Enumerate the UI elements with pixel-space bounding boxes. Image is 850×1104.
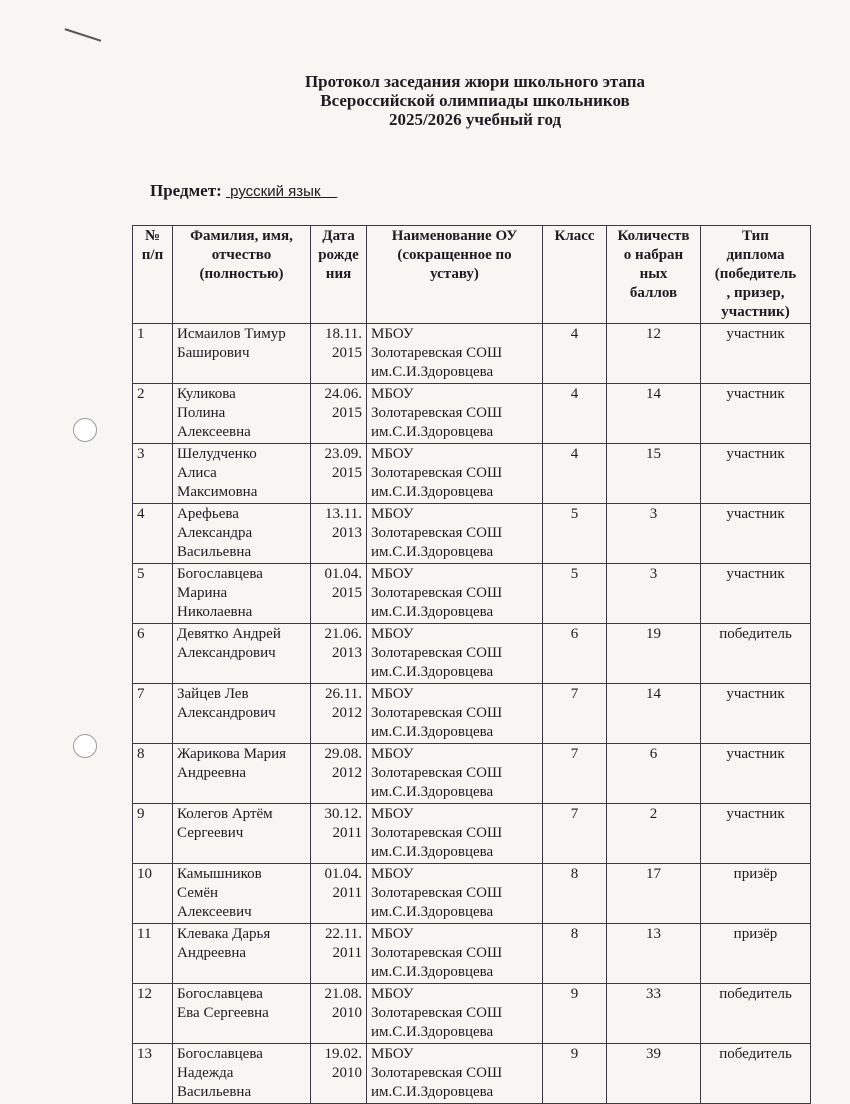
student-name-cell: Клевака Дарья Андреевна (173, 924, 311, 984)
birth-date-cell: 18.11. 2015 (311, 324, 367, 384)
score-cell: 15 (607, 444, 701, 504)
score-cell: 14 (607, 384, 701, 444)
score-cell: 2 (607, 804, 701, 864)
student-name-cell: Девятко Андрей Александрович (173, 624, 311, 684)
school-name-cell: МБОУ Золотаревская СОШ им.С.И.Здоровцева (367, 684, 543, 744)
table-row (133, 1044, 811, 1104)
grade-cell: 7 (543, 684, 607, 744)
diploma-type-cell: участник (701, 684, 811, 744)
school-name-cell: МБОУ Золотаревская СОШ им.С.И.Здоровцева (367, 384, 543, 444)
punch-hole (73, 418, 97, 442)
row-number-cell: 3 (133, 444, 173, 504)
title-line: Протокол заседания жюри школьного этапа (304, 72, 646, 91)
score-cell: 33 (607, 984, 701, 1044)
student-name-cell: Колегов Артём Сергеевич (173, 804, 311, 864)
school-name-cell: МБОУ Золотаревская СОШ им.С.И.Здоровцева (367, 804, 543, 864)
table-row (133, 444, 811, 504)
birth-date-cell: 13.11. 2013 (311, 504, 367, 564)
document-title (0, 72, 850, 129)
col-number-header: № п/п (133, 226, 173, 324)
student-name-cell: Зайцев Лев Александрович (173, 684, 311, 744)
student-name-cell: Камышников Семён Алексеевич (173, 864, 311, 924)
school-name-cell: МБОУ Золотаревская СОШ им.С.И.Здоровцева (367, 624, 543, 684)
grade-cell: 7 (543, 744, 607, 804)
grade-cell: 4 (543, 444, 607, 504)
row-number-cell: 6 (133, 624, 173, 684)
col-full-name-header: Фамилия, имя, отчество (полностью) (173, 226, 311, 324)
score-cell: 3 (607, 564, 701, 624)
grade-cell: 9 (543, 984, 607, 1044)
student-name-cell: Богославцева Ева Сергеевна (173, 984, 311, 1044)
row-number-cell: 2 (133, 384, 173, 444)
diploma-type-cell: участник (701, 384, 811, 444)
birth-date-cell: 01.04. 2015 (311, 564, 367, 624)
birth-date-cell: 22.11. 2011 (311, 924, 367, 984)
student-name-cell: Богославцева Надежда Васильевна (173, 1044, 311, 1104)
student-name-cell: Богославцева Марина Николаевна (173, 564, 311, 624)
diploma-type-cell: призёр (701, 864, 811, 924)
score-cell: 3 (607, 504, 701, 564)
table-row (133, 324, 811, 384)
table-row (133, 804, 811, 864)
score-cell: 19 (607, 624, 701, 684)
birth-date-cell: 24.06. 2015 (311, 384, 367, 444)
table-row (133, 984, 811, 1044)
birth-date-cell: 21.08. 2010 (311, 984, 367, 1044)
row-number-cell: 7 (133, 684, 173, 744)
table-row (133, 924, 811, 984)
grade-cell: 5 (543, 504, 607, 564)
table-row (133, 624, 811, 684)
birth-date-cell: 30.12. 2011 (311, 804, 367, 864)
table-header-row (133, 226, 811, 324)
grade-cell: 8 (543, 864, 607, 924)
school-name-cell: МБОУ Золотаревская СОШ им.С.И.Здоровцева (367, 504, 543, 564)
birth-date-cell: 19.02. 2010 (311, 1044, 367, 1104)
row-number-cell: 12 (133, 984, 173, 1044)
row-number-cell: 11 (133, 924, 173, 984)
score-cell: 17 (607, 864, 701, 924)
title-line: 2025/2026 учебный год (388, 110, 562, 129)
diploma-type-cell: победитель (701, 984, 811, 1044)
birth-date-cell: 26.11. 2012 (311, 684, 367, 744)
table-row (133, 684, 811, 744)
col-birth-date-header: Дата рожде ния (311, 226, 367, 324)
col-diploma-type-header: Тип диплома (победитель , призер, участник) (701, 226, 811, 324)
row-number-cell: 8 (133, 744, 173, 804)
subject-text: русский язык (230, 183, 321, 200)
school-name-cell: МБОУ Золотаревская СОШ им.С.И.Здоровцева (367, 444, 543, 504)
grade-cell: 5 (543, 564, 607, 624)
grade-cell: 6 (543, 624, 607, 684)
diploma-type-cell: участник (701, 444, 811, 504)
birth-date-cell: 21.06. 2013 (311, 624, 367, 684)
table-row (133, 564, 811, 624)
score-cell: 12 (607, 324, 701, 384)
grade-cell: 8 (543, 924, 607, 984)
diploma-type-cell: участник (701, 564, 811, 624)
diploma-type-cell: победитель (701, 1044, 811, 1104)
school-name-cell: МБОУ Золотаревская СОШ им.С.И.Здоровцева (367, 744, 543, 804)
birth-date-cell: 29.08. 2012 (311, 744, 367, 804)
table-row (133, 744, 811, 804)
student-name-cell: Жарикова Мария Андреевна (173, 744, 311, 804)
row-number-cell: 10 (133, 864, 173, 924)
col-school-header: Наименование ОУ (сокращенное по уставу) (367, 226, 543, 324)
school-name-cell: МБОУ Золотаревская СОШ им.С.И.Здоровцева (367, 984, 543, 1044)
student-name-cell: Шелудченко Алиса Максимовна (173, 444, 311, 504)
results-table (132, 225, 811, 1104)
pen-mark (65, 28, 102, 41)
diploma-type-cell: участник (701, 324, 811, 384)
score-cell: 13 (607, 924, 701, 984)
diploma-type-cell: участник (701, 744, 811, 804)
subject-value (226, 183, 337, 200)
subject-line (150, 181, 337, 201)
school-name-cell: МБОУ Золотаревская СОШ им.С.И.Здоровцева (367, 864, 543, 924)
row-number-cell: 1 (133, 324, 173, 384)
school-name-cell: МБОУ Золотаревская СОШ им.С.И.Здоровцева (367, 1044, 543, 1104)
diploma-type-cell: призёр (701, 924, 811, 984)
col-score-header: Количеств о набран ных баллов (607, 226, 701, 324)
school-name-cell: МБОУ Золотаревская СОШ им.С.И.Здоровцева (367, 324, 543, 384)
diploma-type-cell: участник (701, 504, 811, 564)
title-line: Всероссийской олимпиады школьников (320, 91, 630, 110)
table-row (133, 384, 811, 444)
student-name-cell: Арефьева Александра Васильевна (173, 504, 311, 564)
row-number-cell: 4 (133, 504, 173, 564)
grade-cell: 9 (543, 1044, 607, 1104)
birth-date-cell: 01.04. 2011 (311, 864, 367, 924)
birth-date-cell: 23.09. 2015 (311, 444, 367, 504)
row-number-cell: 5 (133, 564, 173, 624)
grade-cell: 7 (543, 804, 607, 864)
student-name-cell: Исмаилов Тимур Баширович (173, 324, 311, 384)
student-name-cell: Куликова Полина Алексеевна (173, 384, 311, 444)
row-number-cell: 13 (133, 1044, 173, 1104)
table-row (133, 504, 811, 564)
score-cell: 39 (607, 1044, 701, 1104)
row-number-cell: 9 (133, 804, 173, 864)
school-name-cell: МБОУ Золотаревская СОШ им.С.И.Здоровцева (367, 924, 543, 984)
subject-label: Предмет: (150, 181, 222, 200)
table-body (133, 324, 811, 1104)
table-row (133, 864, 811, 924)
grade-cell: 4 (543, 384, 607, 444)
school-name-cell: МБОУ Золотаревская СОШ им.С.И.Здоровцева (367, 564, 543, 624)
diploma-type-cell: победитель (701, 624, 811, 684)
score-cell: 6 (607, 744, 701, 804)
col-grade-header: Класс (543, 226, 607, 324)
score-cell: 14 (607, 684, 701, 744)
punch-hole (73, 734, 97, 758)
grade-cell: 4 (543, 324, 607, 384)
diploma-type-cell: участник (701, 804, 811, 864)
